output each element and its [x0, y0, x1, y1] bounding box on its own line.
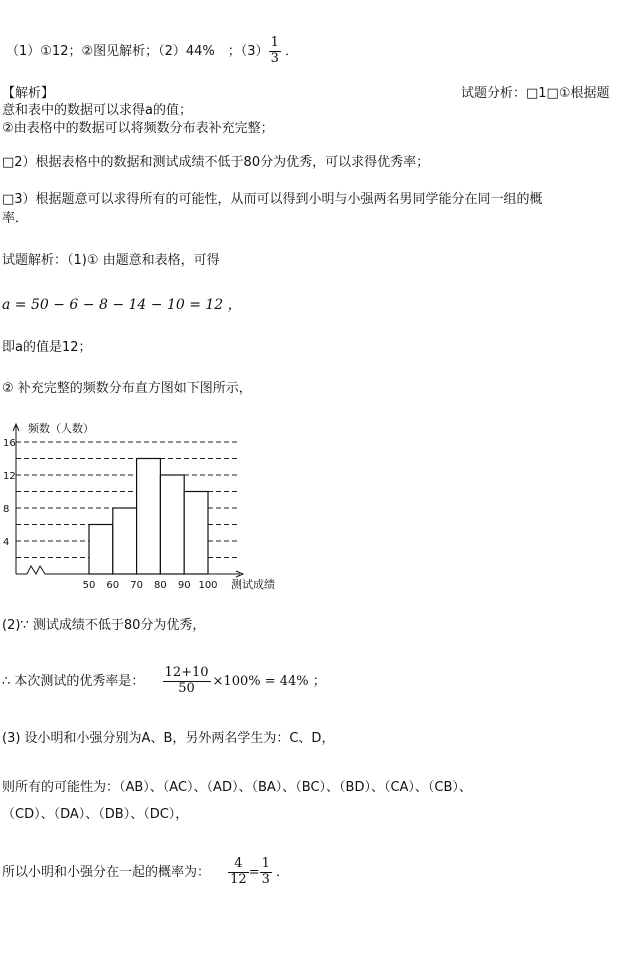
- excellent-condition: (2)∵ 测试成绩不低于80分为优秀，: [2, 618, 206, 633]
- frequency-histogram: [0, 412, 300, 597]
- analysis-line-4b: 率．: [2, 211, 29, 226]
- y-tick-label: 12: [3, 471, 16, 482]
- answer-line: （1）①12；②图见解析；（2）44% ；（3） $\frac{1}{3}$ ．: [6, 35, 298, 66]
- solution-intro: 试题解析：（1)① 由题意和表格，可得: [2, 253, 220, 268]
- part3-intro: (3) 设小明和小强分别为A、B，另外两名学生为：C、D，: [2, 731, 335, 746]
- prob-fraction-2: $\frac{1}{3}$: [261, 856, 270, 887]
- probability-line: 所以小明和小强分在一起的概率为： $\frac{4}{12}$ = $\frac{1}{3}$ ．: [2, 856, 290, 887]
- answer-text: （1）①12；②图见解析；（2）44% ；（3）: [6, 43, 269, 59]
- histogram-bar: [184, 492, 208, 575]
- analysis-line-1: 意和表中的数据可以求得a的值；: [2, 103, 192, 118]
- y-tick-label: 16: [3, 438, 16, 449]
- possibilities-line-2: （CD）、（DA）、（DB）、（DC），: [2, 807, 189, 822]
- histogram-bar: [89, 525, 113, 575]
- possibilities-line-1: 则所有的可能性为：（AB）、（AC）、（AD）、（BA）、（BC）、（BD）、（CA）、（CB）、: [2, 780, 472, 795]
- analysis-tag: 【解析】: [2, 86, 55, 101]
- excellent-rate-line: ∴ 本次测试的优秀率是： $\frac{12+10}{50}$ ×100% = 44% ；: [2, 665, 326, 696]
- histogram-bar: [137, 459, 161, 575]
- prob-fraction-1: $\frac{4}{12}$: [230, 856, 247, 887]
- x-tick-label: 80: [154, 580, 167, 591]
- y-axis-label: 频数（人数）: [28, 422, 94, 435]
- x-tick-label: 90: [177, 580, 191, 591]
- analysis-line-3: □2）根据表格中的数据和测试成绩不低于80分为优秀，可以求得优秀率；: [2, 155, 430, 170]
- histogram-bar: [113, 508, 137, 574]
- analysis-line-4a: □3）根据题意可以求得所有的可能性，从而可以得到小明与小强两名男同学能分在同一组的概: [2, 192, 543, 207]
- x-tick-label: 70: [130, 580, 143, 591]
- histogram-bar: [160, 475, 184, 574]
- answer-fraction: $\frac{1}{3}$: [270, 35, 279, 66]
- rate-fraction: $\frac{12+10}{50}$: [164, 665, 209, 696]
- x-tick-label: 50: [82, 580, 96, 591]
- part2-intro: ② 补充完整的频数分布直方图如下图所示，: [2, 381, 252, 396]
- a-value-line: 即a的值是12；: [2, 340, 92, 355]
- y-tick-label: 8: [3, 504, 10, 515]
- x-tick-label: 60: [106, 580, 120, 591]
- analysis-line-2: ②由表格中的数据可以将频数分布表补充完整；: [2, 121, 274, 136]
- y-tick-label: 4: [3, 537, 10, 548]
- x-tick-label: 100: [198, 580, 218, 591]
- equation-a: a = 50 − 6 − 8 − 14 − 10 = 12 ，: [2, 297, 242, 313]
- analysis-head-right: 试题分析：□1□①根据题: [461, 86, 610, 101]
- x-axis-label: 测试成绩: [231, 578, 275, 591]
